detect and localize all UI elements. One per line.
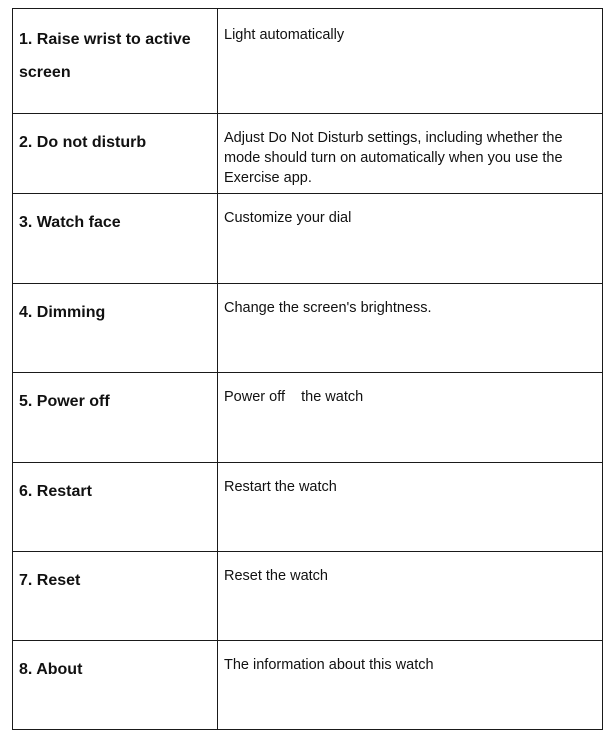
- setting-description-watch-face: Customize your dial: [218, 194, 603, 284]
- setting-name-watch-face: 3. Watch face: [13, 194, 218, 284]
- setting-name-power-off: 5. Power off: [13, 373, 218, 463]
- setting-description-power-off: Power off the watch: [218, 373, 603, 463]
- setting-name-reset: 7. Reset: [13, 552, 218, 641]
- setting-description-do-not-disturb: Adjust Do Not Disturb settings, including whether the mode should turn on automatically when you use the Exercise app.: [218, 114, 603, 194]
- setting-description-dimming: Change the screen's brightness.: [218, 284, 603, 373]
- table-row: [13, 194, 603, 284]
- setting-name-about: 8. About: [13, 641, 218, 730]
- settings-table: [12, 8, 603, 730]
- table-row: [13, 114, 603, 194]
- table-row: [13, 9, 603, 114]
- table-row: [13, 552, 603, 641]
- setting-name-restart: 6. Restart: [13, 463, 218, 552]
- table-row: [13, 284, 603, 373]
- setting-description-reset: Reset the watch: [218, 552, 603, 641]
- setting-name-dimming: 4. Dimming: [13, 284, 218, 373]
- setting-name-raise-wrist: 1. Raise wrist to active screen: [13, 9, 218, 114]
- setting-description-about: The information about this watch: [218, 641, 603, 730]
- table-row: [13, 641, 603, 730]
- table-row: [13, 463, 603, 552]
- setting-name-do-not-disturb: 2. Do not disturb: [13, 114, 218, 194]
- table-row: [13, 373, 603, 463]
- setting-description-raise-wrist: Light automatically: [218, 9, 603, 114]
- setting-description-restart: Restart the watch: [218, 463, 603, 552]
